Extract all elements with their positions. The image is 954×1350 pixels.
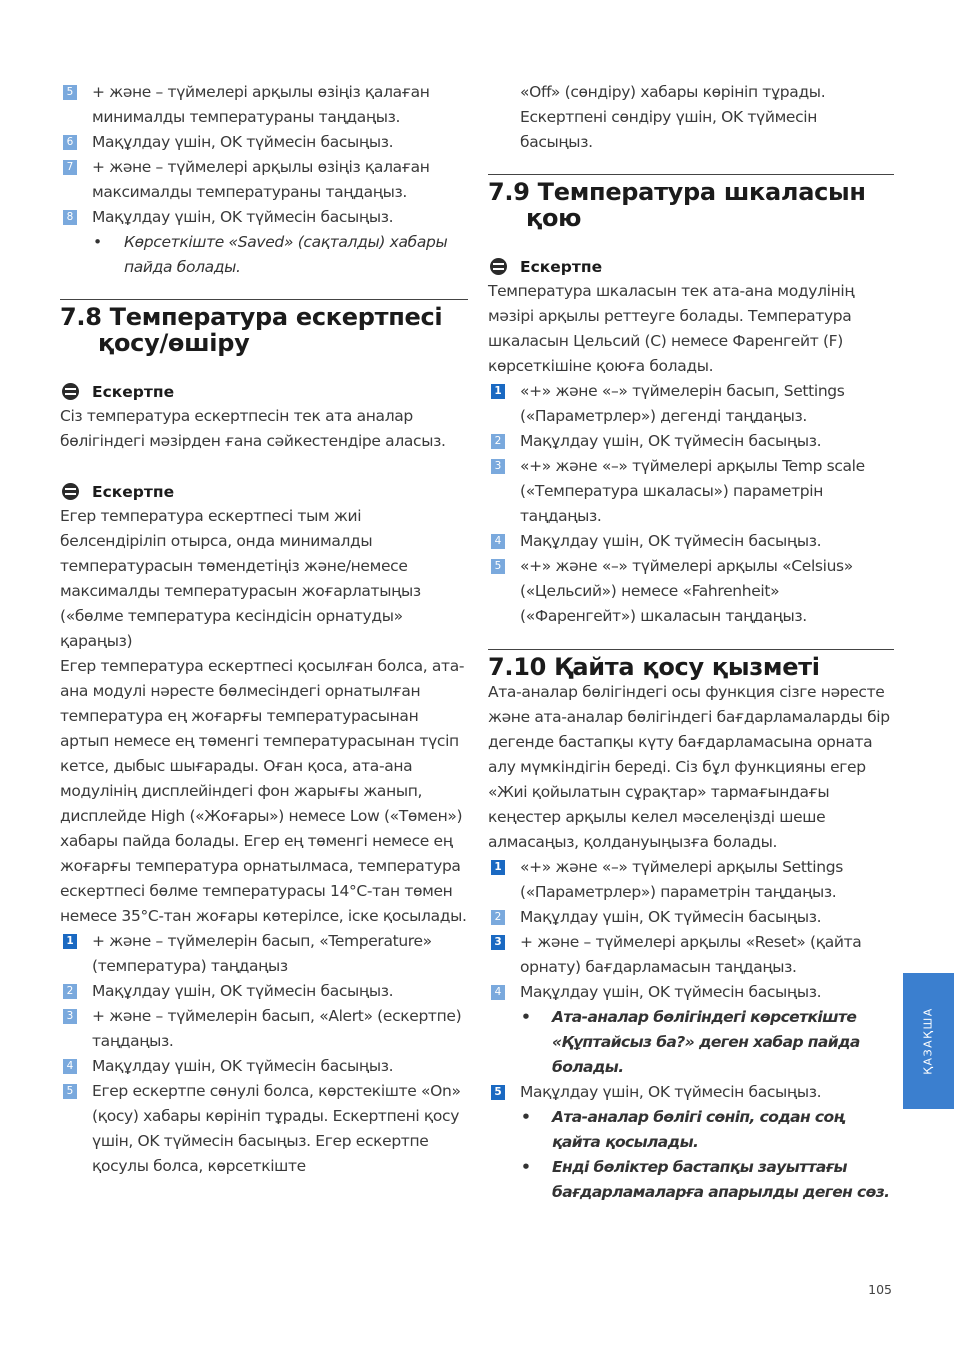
step-4-confirm <box>60 1054 468 1079</box>
step-2-confirm <box>488 905 894 930</box>
step-5-celsius-fahrenheit <box>488 554 894 629</box>
step-text: «+» және «–» түймелері арқылы Temp scale («Температура шкаласы») параметрін таңдаңыз. <box>520 457 865 525</box>
reset-intro: Ата-аналар бөлігіндегі осы функция сізге нәресте және ата-аналар бөлігіндегі бағдарламаларды бір дегенде бастапқы күту бағдарламасына орната алу мүмкіндігін береді. Сіз бұл функцияны егер «Жиі қойылатын сұрақтар» тармағындағы кеңестер арқылы келел мәселеңізді шеше алмасаңыз, қолдануыңызға болады. <box>488 683 890 851</box>
section-title-7-9: 7.9 Температура шкаласын қою <box>488 174 894 231</box>
bullet-dot: • <box>521 1158 531 1176</box>
step-number: 4 <box>491 985 505 1000</box>
bullet-text: Көрсеткіште «Saved» (сақталды) хабары пайда болады. <box>124 233 448 276</box>
note-heading <box>60 480 468 504</box>
step-number: 1 <box>63 934 77 949</box>
step-text: + және – түймелерін басып, «Alert» (ескертпе) таңдаңыз. <box>92 1007 462 1050</box>
step-2-confirm <box>60 979 468 1004</box>
step-number: 4 <box>491 534 505 549</box>
note-paragraph: Егер температура ескертпесі қосылған болса, ата-ана модулі нәресте бөлмесіндегі орнатылған температура ең жоғарғы температурасынан артып немесе ең төменгі температурасынан түсіп кетсе, дыбыс шығарады. Оған қоса, ата-ана модулінің дисплейіндегі фон жарығы жанып, дисплейде High («Жоғары») немесе Low («Төмен») хабары пайда болады. Егер ең төменгі немесе ең жоғарғы температура орнатылмаса, температура ескертпесі бөлме температурасы 14°C-тан төмен немесе 35°C-тан жоғары көтерілсе, іске қосылады. <box>60 657 467 925</box>
step-number: 7 <box>63 160 77 175</box>
section-title-7-8: 7.8 Температура ескертпесі қосу/өшіру <box>60 299 468 356</box>
step-3-temp-scale <box>488 454 894 529</box>
note-heading <box>60 380 468 404</box>
step-1-temperature <box>60 929 468 979</box>
step-text: Егер ескертпе сөнулі болса, көрстекіште «On» (қосу) хабары көрініп тұрады. Ескертпені қосу үшін, OK түймесін басыңыз. Егер ескертпе қосулы болса, көрсеткіште <box>92 1082 461 1175</box>
step-text: «+» және «–» түймелерін басып, Settings («Параметрлер») дегенді таңдаңыз. <box>520 382 845 425</box>
step-number: 2 <box>491 910 505 925</box>
note-text: Сіз температура ескертпесін тек ата аналар бөлігіндегі мәзірден ғана сәйкестендіре алаcыз. <box>60 407 446 450</box>
step-2-confirm <box>488 429 894 454</box>
right-column <box>488 80 894 1205</box>
step-text: Мақұлдау үшін, OK түймесін басыңыз. <box>92 1057 394 1075</box>
confirm-prompt-bullet <box>488 1005 894 1080</box>
step-number: 3 <box>63 1009 77 1024</box>
step-number: 1 <box>491 384 505 399</box>
step-3-alert <box>60 1004 468 1054</box>
note-heading <box>488 255 894 279</box>
note-icon <box>490 258 507 275</box>
step-7-max-temp <box>60 155 468 205</box>
step-text: «+» және «–» түймелері арқылы «Celsius» («Цельсий») немесе «Fahrenheit» («Фаренгейт») шкаласын таңдаңыз. <box>520 557 853 625</box>
note-icon <box>62 483 79 500</box>
step-4-confirm <box>488 529 894 554</box>
bullet-dot: • <box>521 1008 531 1026</box>
step-text: Мақұлдау үшін, OK түймесін басыңыз. <box>92 982 394 1000</box>
step-text: Мақұлдау үшін, OK түймесін басыңыз. <box>520 983 822 1001</box>
step-1-settings <box>488 855 894 905</box>
step-number: 5 <box>491 559 505 574</box>
step-text: Мақұлдау үшін, OK түймесін басыңыз. <box>520 532 822 550</box>
step-number: 2 <box>491 434 505 449</box>
step-text: Мақұлдау үшін, OK түймесін басыңыз. <box>92 133 394 151</box>
restart-bullet <box>488 1105 894 1155</box>
note-label: Ескертпе <box>92 383 175 401</box>
bullet-dot: • <box>521 1108 531 1126</box>
step-4-confirm <box>488 980 894 1005</box>
step-6-confirm <box>60 130 468 155</box>
step-8-confirm <box>60 205 468 230</box>
step-number: 2 <box>63 984 77 999</box>
step-number: 5 <box>63 1084 77 1099</box>
bullet-text: Ата-аналар бөлігіндегі көрсеткіште «Құптайсыз ба?» деген хабар пайда болады. <box>552 1008 860 1076</box>
step-text: Мақұлдау үшін, OK түймесін басыңыз. <box>520 1083 822 1101</box>
left-column <box>60 80 468 1179</box>
step-number: 4 <box>63 1059 77 1074</box>
step-number: 5 <box>491 1085 505 1100</box>
bullet-text: Ата-аналар бөлігі сөніп, содан соң қайта қосылады. <box>552 1108 844 1151</box>
step-number: 5 <box>63 85 77 100</box>
step-5-min-temp <box>60 80 468 130</box>
step-number: 6 <box>63 135 77 150</box>
language-label: ҚАЗАҚША <box>921 1007 935 1075</box>
step-number: 1 <box>491 860 505 875</box>
note-text: Температура шкаласын тек ата-ана модулінің мәзірі арқылы реттеуге болады. Температура шкаласын Цельсий (C) немесе Фаренгейт (F) көрсеткішіне қоюға болады. <box>488 282 855 375</box>
step-text: + және – түймелері арқылы өзіңіз қалаған максималды температураны таңдаңыз. <box>92 158 430 201</box>
step-1-settings <box>488 379 894 429</box>
step-5-confirm <box>488 1080 894 1105</box>
step-text: Мақұлдау үшін, OK түймесін басыңыз. <box>520 432 822 450</box>
step-text: + және – түймелері арқылы «Reset» (қайта орнату) бағдарламасын таңдаңыз. <box>520 933 862 976</box>
step-text: + және – түймелері арқылы өзіңіз қалаған минималды температураны таңдаңыз. <box>92 83 430 126</box>
step-number: 3 <box>491 459 505 474</box>
bullet-dot: • <box>93 233 102 251</box>
factory-defaults-bullet <box>488 1155 894 1205</box>
language-side-tab <box>903 973 954 1109</box>
step-text: Мақұлдау үшін, OK түймесін басыңыз. <box>520 908 822 926</box>
continuation-text: «Off» (сөндіру) хабары көрініп тұрады. Ескертпені сөндіру үшін, OK түймесін басыңыз. <box>520 83 826 151</box>
step-3-reset <box>488 930 894 980</box>
step-text: + және – түймелерін басып, «Temperature» (температура) таңдаңыз <box>92 932 432 975</box>
bullet-text: Енді бөліктер бастапқы зауыттағы бағдарламаларға апарылды деген сөз. <box>552 1158 890 1201</box>
step-5-toggle-alert <box>60 1079 468 1179</box>
page-number: 105 <box>868 1282 892 1297</box>
step-number: 8 <box>63 210 77 225</box>
step-text: Мақұлдау үшін, OK түймесін басыңыз. <box>92 208 394 226</box>
note-label: Ескертпе <box>92 483 175 501</box>
step-text: «+» және «–» түймелері арқылы Settings («Параметрлер») параметрін таңдаңыз. <box>520 858 843 901</box>
saved-bullet <box>60 230 468 280</box>
note-icon <box>62 383 79 400</box>
step-number: 3 <box>491 935 505 950</box>
section-title-7-10: 7.10 Қайта қосу қызметі <box>488 649 894 680</box>
note-label: Ескертпе <box>520 258 603 276</box>
note-paragraph: Егер температура ескертпесі тым жиі белсендіріліп отырса, онда минималды температурасын төмендетіңіз және/немесе максималды температурасын жоғарлатыңыз («бөлме температура кесіндісін орнатуды» қараңыз) <box>60 507 421 650</box>
